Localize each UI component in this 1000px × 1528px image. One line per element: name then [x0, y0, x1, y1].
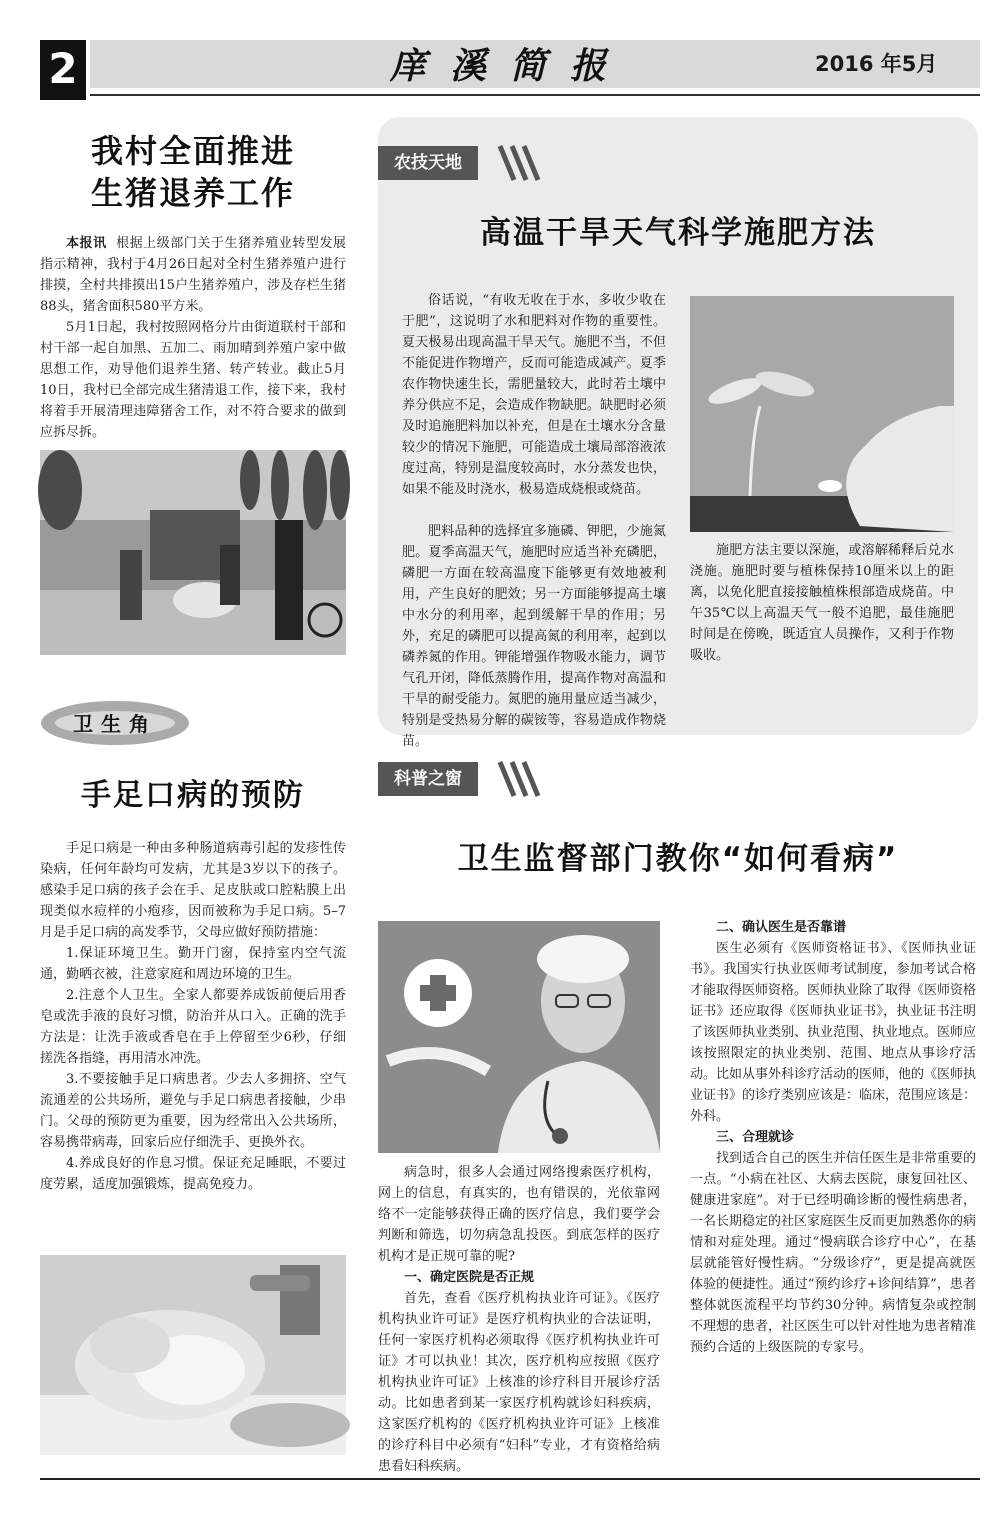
- hfmd-p5: 4.养成良好的作息习惯。保证充足睡眠，不要过度劳累，适度加强锻炼，提高免疫力。: [40, 1156, 346, 1192]
- agri-p1: 俗话说，“有收无收在于水，多收少收在于肥”，这说明了水和肥料对作物的重要性。夏天极易出现高温干旱天气。施肥不当，不但不能促进作物增产，反而可能造成减产。夏季农作物快速生长，需肥量较大，此时若土壤中养分供应不足，会造成作物缺肥。缺肥时必须及时追施肥料加以补充，但是在土壤水分含量较少的情况下施肥，可能造成土壤局部溶液浓度过高，特别是温度较高时，水分蒸发也快，如果不能及时浇水，极易造成烧根或烧苗。: [402, 293, 666, 497]
- agri-body-right: [690, 540, 954, 720]
- pig-article-body: [40, 233, 346, 443]
- issue-date: 2016 年5月: [815, 52, 938, 76]
- science-title: 卫生监督部门教你“如何看病”: [457, 841, 899, 877]
- health-corner-banner: [40, 700, 190, 746]
- masthead-rule: [90, 94, 980, 96]
- hfmd-body: [40, 838, 346, 1195]
- science-body-right: [690, 917, 976, 1447]
- masthead-title: 庠溪简报: [389, 45, 630, 87]
- pig-title-line2: 生猪退养工作: [90, 174, 295, 212]
- agri-title: 高温干旱天气科学施肥方法: [480, 215, 876, 251]
- page-number: 2: [40, 40, 86, 100]
- science-s2: 医生必须有《医师资格证书》、《医师执业证书》。我国实行执业医师考试制度，参加考试合格才能取得医师资格。医师执业除了取得《医师资格证书》还应取得《医师执业证书》，执业证书注明了该医师执业类别、执业范围、执业地点。医师应该按照限定的执业类别、范围、地点从事诊疗活动。比如从事外科诊疗活动的医师，他的《医师执业证书》的诊疗类别应该是：临床，范围应该是：外科。: [690, 941, 977, 1124]
- science-h3: 三、合理就诊: [716, 1130, 795, 1145]
- health-corner-label: 卫生角: [73, 712, 157, 736]
- science-h2: 二、确认医生是否靠谱: [716, 920, 847, 935]
- hfmd-p4: 3.不要接触手足口病患者。少去人多拥挤、空气流通差的公共场所，避免与手足口病患者接触，少串门。父母的预防更为重要，因为经常出入公共场所，容易携带病毒，回家后应仔细洗手、更换外衣。: [40, 1072, 346, 1150]
- doctor-illustration: [378, 921, 660, 1153]
- pig-article-lead: 本报讯: [66, 236, 107, 251]
- agri-p2: 肥料品种的选择宜多施磷、钾肥，少施氮肥。夏季高温天气，施肥时应适当补充磷肥，磷肥一方面在较高温度下能够更有效地被利用，产生良好的肥效；另一方面能够提高土壤中水分的利用率，起到缓解干旱的作用；另外，充足的磷肥可以提高氮的利用率，起到以磷养氮的作用。钾能增强作物吸水能力，调节气孔开闭，降低蒸腾作用，提高作物对高温和干旱的耐受能力。氮肥的施用量应适当减少，特别是受热易分解的碳铵等，容易造成作物烧苗。: [402, 524, 666, 749]
- agri-p3: 施肥方法主要以深施，或溶解稀释后兑水浇施。施肥时要与植株保持10厘米以上的距离，以免化肥直接接触植株根部造成烧苗。中午35℃以上高温天气一般不追肥，最佳施肥时间是在傍晚，既适宜人员操作，又利于作物吸收。: [690, 543, 954, 663]
- hfmd-p2: 1.保证环境卫生。勤开门窗，保持室内空气流通，勤晒衣被，注意家庭和周边环境的卫生。: [40, 946, 346, 982]
- science-h1: 一、确定医院是否正规: [404, 1270, 535, 1285]
- agri-tag-label: 农技天地: [378, 146, 478, 180]
- science-tag-label: 科普之窗: [378, 762, 478, 796]
- science-intro: 病急时，很多人会通过网络搜索医疗机构，网上的信息，有真实的，也有错误的，光依靠网络不一定能够获得正确的医疗信息，我们要学会判断和筛选，切勿病急乱投医。到底怎样的医疗机构才是正规可靠的呢?: [378, 1165, 660, 1264]
- science-body-left: [378, 1162, 660, 1474]
- hfmd-p1: 手足口病是一种由多种肠道病毒引起的发疹性传染病，任何年龄均可发病，尤其是3岁以下的孩子。感染手足口病的孩子会在手、足皮肤或口腔粘膜上出现类似水痘样的小疱疹，因而被称为手足口病。5–7月是手足口病的高发季节，父母应做好预防措施：: [40, 841, 346, 940]
- science-tag: [378, 762, 578, 796]
- agri-body-left-2: [402, 521, 666, 749]
- pig-article-p1: 根据上级部门关于生猪养殖业转型发展指示精神，我村于4月26日起对全村生猪养殖户进行排摸，全村共排摸出15户生猪养殖户，涉及存栏生猪88头，猪舍面积580平方米。: [40, 236, 346, 314]
- hfmd-p3: 2.注意个人卫生。全家人都要养成饭前便后用香皂或洗手液的良好习惯，防治并从口入。正确的洗手方法是：让洗手液或香皂在手上停留至少6秒，仔细搓洗各指缝，再用清水冲洗。: [40, 988, 346, 1066]
- pig-title-line1: 我村全面推进: [90, 132, 295, 170]
- pig-photo: [40, 450, 346, 655]
- handwashing-photo: [40, 1255, 346, 1455]
- bottom-rule: [40, 1478, 980, 1480]
- stripes-icon: [496, 146, 546, 180]
- pig-article-title: [40, 130, 346, 214]
- agri-tag: [378, 146, 578, 180]
- hfmd-title: 手足口病的预防: [81, 778, 305, 813]
- pig-article-p2: 5月1日起，我村按照网格分片由街道联村干部和村干部一起自加黑、五加二、雨加晴到养殖户家中做思想工作，劝导他们退养生猪、转产转业。截止5月10日，我村已全部完成生猪清退工作，接下来，我村将着手开展清理违障猪舍工作，对不符合要求的做到应拆尽拆。: [40, 320, 346, 440]
- stripes-icon-2: [496, 762, 546, 796]
- science-s3: 找到适合自己的医生并信任医生是非常重要的一点。“小病在社区、大病去医院，康复回社区、健康进家庭”。对于已经明确诊断的慢性病患者，一名长期稳定的社区家庭医生反而更加熟悉你的病情和对症处理。通过“慢病联合诊疗中心”，在基层就能管好慢性病。“分级诊疗”，更是提高就医体验的便捷性。通过“预约诊疗+诊间结算”，患者整体就医流程平均节约30分钟。病情复杂或控制不理想的患者，社区医生可以针对性地为患者精准预约合适的上级医院的专家号。: [690, 1151, 977, 1355]
- agri-body-left: [402, 290, 666, 500]
- science-s1: 首先，查看《医疗机构执业许可证》。《医疗机构执业许可证》是医疗机构执业的合法证明，任何一家医疗机构必须取得《医疗机构执业许可证》才可以执业！其次，医疗机构应按照《医疗机构执业许可证》上核准的诊疗科目开展诊疗活动。比如患者到某一家医疗机构就诊妇科疾病，这家医疗机构的《医疗机构执业许可证》上核准的诊疗科目中必须有“妇科”专业，才有资格给病患看妇科疾病。: [378, 1291, 660, 1474]
- seedling-photo: [690, 296, 954, 532]
